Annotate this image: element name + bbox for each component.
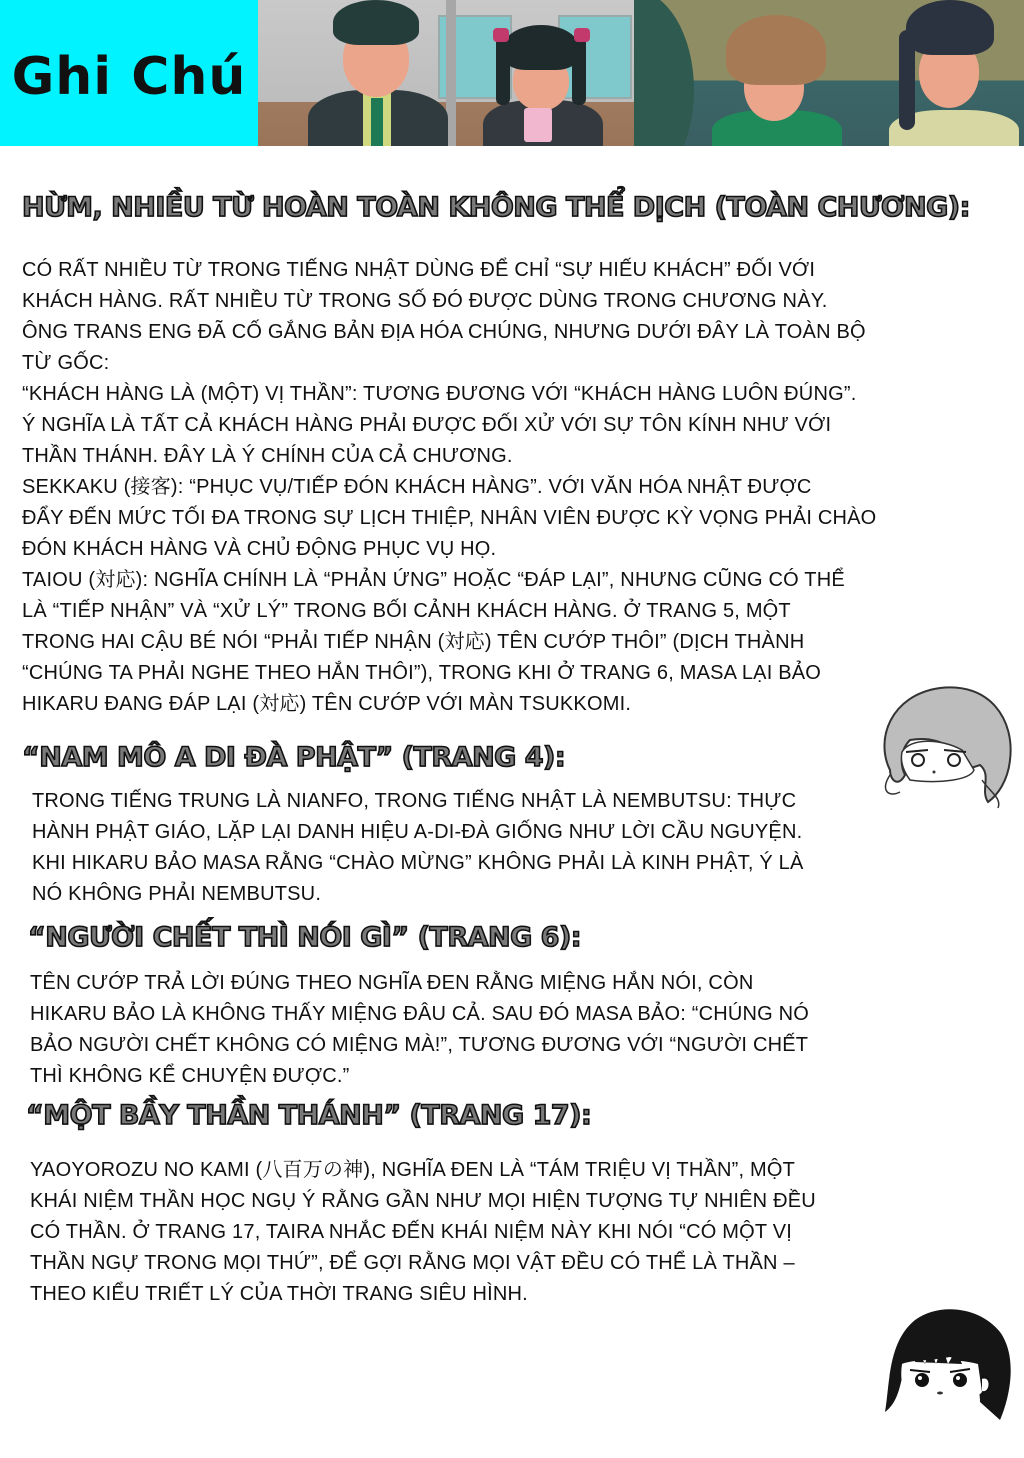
text-line: KHÁCH HÀNG. RẤT NHIỀU TỪ TRONG SỐ ĐÓ ĐƯỢC DÙNG TRONG CHƯƠNG NÀY. xyxy=(22,290,828,312)
foreground-shape-illustration xyxy=(634,0,694,146)
text-line: THEO KIỂU TRIẾT LÝ CỦA THỜI TRANG SIÊU HÌNH. xyxy=(30,1283,528,1305)
text-line: ĐẨY ĐẾN MỨC TỐI ĐA TRONG SỰ LỊCH THIỆP, NHÂN VIÊN ĐƯỢC KỲ VỌNG PHẢI CHÀO xyxy=(22,507,877,529)
section-heading: “MỘT BẦY THẦN THÁNH” (TRANG 17): xyxy=(26,1100,592,1131)
text-line: HIKARU ĐANG ĐÁP LẠI (対応) TÊN CƯỚP VỚI MÀN TSUKKOMI. xyxy=(22,693,632,715)
section-body xyxy=(30,1155,816,1310)
section-body xyxy=(22,255,876,720)
text-line: Ý NGHĨA LÀ TẤT CẢ KHÁCH HÀNG PHẢI ĐƯỢC ĐỐI XỬ VỚI SỰ TÔN KÍNH NHƯ VỚI xyxy=(22,414,832,436)
section-body xyxy=(30,968,809,1092)
text-line: TÊN CƯỚP TRẢ LỜI ĐÚNG THEO NGHĨA ĐEN RẰNG MIỆNG HẮN NÓI, CÒN xyxy=(30,972,754,994)
girl-hair-illustration xyxy=(503,25,579,70)
text-line: KHÁI NIỆM THẦN HỌC NGỤ Ý RẰNG GẦN NHƯ MỌI HIỆN TƯỢNG TỰ NHIÊN ĐỀU xyxy=(30,1190,816,1212)
girl3-hair-illustration xyxy=(906,0,994,55)
chibi-wavy-hair-illustration xyxy=(870,680,1020,820)
text-line: SEKKAKU (接客): “PHỤC VỤ/TIẾP ĐÓN KHÁCH HÀNG”. VỚI VĂN HÓA NHẬT ĐƯỢC xyxy=(22,476,812,498)
text-line: KHI HIKARU BẢO MASA RẰNG “CHÀO MỪNG” KHÔNG PHẢI LÀ KINH PHẬT, Ý LÀ xyxy=(32,852,804,874)
manga-panel-girls xyxy=(634,0,1024,146)
page-title: Ghi Chú xyxy=(11,47,247,107)
text-line: THẦN THÁNH. ĐÂY LÀ Ý CHÍNH CỦA CẢ CHƯƠNG. xyxy=(22,445,513,467)
text-line: YAOYOROZU NO KAMI (八百万の神), NGHĨA ĐEN LÀ “TÁM TRIỆU VỊ THẦN”, MỘT xyxy=(30,1159,796,1181)
text-line: NÓ KHÔNG PHẢI NEMBUTSU. xyxy=(32,883,322,905)
section-heading: HỪM, NHIỀU TỪ HOÀN TOÀN KHÔNG THỂ DỊCH (TOÀN CHƯƠNG): xyxy=(22,192,970,223)
text-line: TRONG HAI CẬU BÉ NÓI “PHẢI TIẾP NHẬN (対応) TÊN CƯỚP THÔI” (DỊCH THÀNH xyxy=(22,631,805,653)
title-box xyxy=(0,0,258,146)
text-line: “KHÁCH HÀNG LÀ (MỘT) VỊ THẦN”: TƯƠNG ĐƯƠNG VỚI “KHÁCH HÀNG LUÔN ĐÚNG”. xyxy=(22,383,857,405)
bow-illustration xyxy=(574,28,590,42)
text-line: BẢO NGƯỜI CHẾT KHÔNG CÓ MIỆNG MÀ!”, TƯƠNG ĐƯƠNG VỚI “NGƯỜI CHẾT xyxy=(30,1034,809,1056)
bow-illustration xyxy=(493,28,509,42)
pigtail-illustration xyxy=(572,35,586,105)
text-line: HIKARU BẢO LÀ KHÔNG THẤY MIỆNG ĐÂU CẢ. SAU ĐÓ MASA BẢO: “CHÚNG NÓ xyxy=(30,1003,810,1025)
phone-illustration xyxy=(524,108,552,142)
manga-panel-classroom xyxy=(258,0,634,146)
text-line: TỪ GỐC: xyxy=(22,352,110,374)
section-body xyxy=(32,786,804,910)
text-line: HÀNH PHẬT GIÁO, LẶP LẠI DANH HIỆU A-DI-ĐÀ GIỐNG NHƯ LỜI CẦU NGUYỆN. xyxy=(32,821,803,843)
text-line: THẦN NGỰ TRONG MỌI THỨ”, ĐỂ GỢI RẰNG MỌI VẬT ĐỀU CÓ THỂ LÀ THẦN – xyxy=(30,1252,795,1274)
pigtail-illustration xyxy=(496,35,510,105)
text-line: TAIOU (対応): NGHĨA CHÍNH LÀ “PHẢN ỨNG” HOẶC “ĐÁP LẠI”, NHƯNG CŨNG CÓ THỂ xyxy=(22,569,845,591)
girl2-hair-illustration xyxy=(726,15,826,85)
section-heading: “NGƯỜI CHẾT THÌ NÓI GÌ” (TRANG 6): xyxy=(28,922,582,953)
boy-hair-illustration xyxy=(333,0,419,45)
girl3-hair-strand-illustration xyxy=(899,30,915,130)
text-line: ÔNG TRANS ENG ĐÃ CỐ GẮNG BẢN ĐỊA HÓA CHÚNG, NHƯNG DƯỚI ĐÂY LÀ TOÀN BỘ xyxy=(22,321,866,343)
text-line: ĐÓN KHÁCH HÀNG VÀ CHỦ ĐỘNG PHỤC VỤ HỌ. xyxy=(22,538,497,560)
text-line: “CHÚNG TA PHẢI NGHE THEO HẮN THÔI”), TRONG KHI Ở TRANG 6, MASA LẠI BẢO xyxy=(22,662,822,684)
text-line: THÌ KHÔNG KỂ CHUYỆN ĐƯỢC.” xyxy=(30,1065,350,1087)
text-line: LÀ “TIẾP NHẬN” VÀ “XỬ LÝ” TRONG BỐI CẢNH KHÁCH HÀNG. Ở TRANG 5, MỘT xyxy=(22,600,791,622)
text-line: CÓ THẦN. Ở TRANG 17, TAIRA NHẮC ĐẾN KHÁI NIỆM NÀY KHI NÓI “CÓ MỘT VỊ xyxy=(30,1221,792,1243)
tie-illustration xyxy=(371,98,383,146)
chibi-bob-hair-illustration xyxy=(870,1302,1020,1432)
text-line: CÓ RẤT NHIỀU TỪ TRONG TIẾNG NHẬT DÙNG ĐỂ CHỈ “SỰ HIẾU KHÁCH” ĐỐI VỚI xyxy=(22,259,816,281)
section-heading: “NAM MÔ A DI ĐÀ PHẬT” (TRANG 4): xyxy=(22,742,566,773)
header-banner xyxy=(0,0,1024,146)
text-line: TRONG TIẾNG TRUNG LÀ NIANFO, TRONG TIẾNG NHẬT LÀ NEMBUTSU: THỰC xyxy=(32,790,797,812)
